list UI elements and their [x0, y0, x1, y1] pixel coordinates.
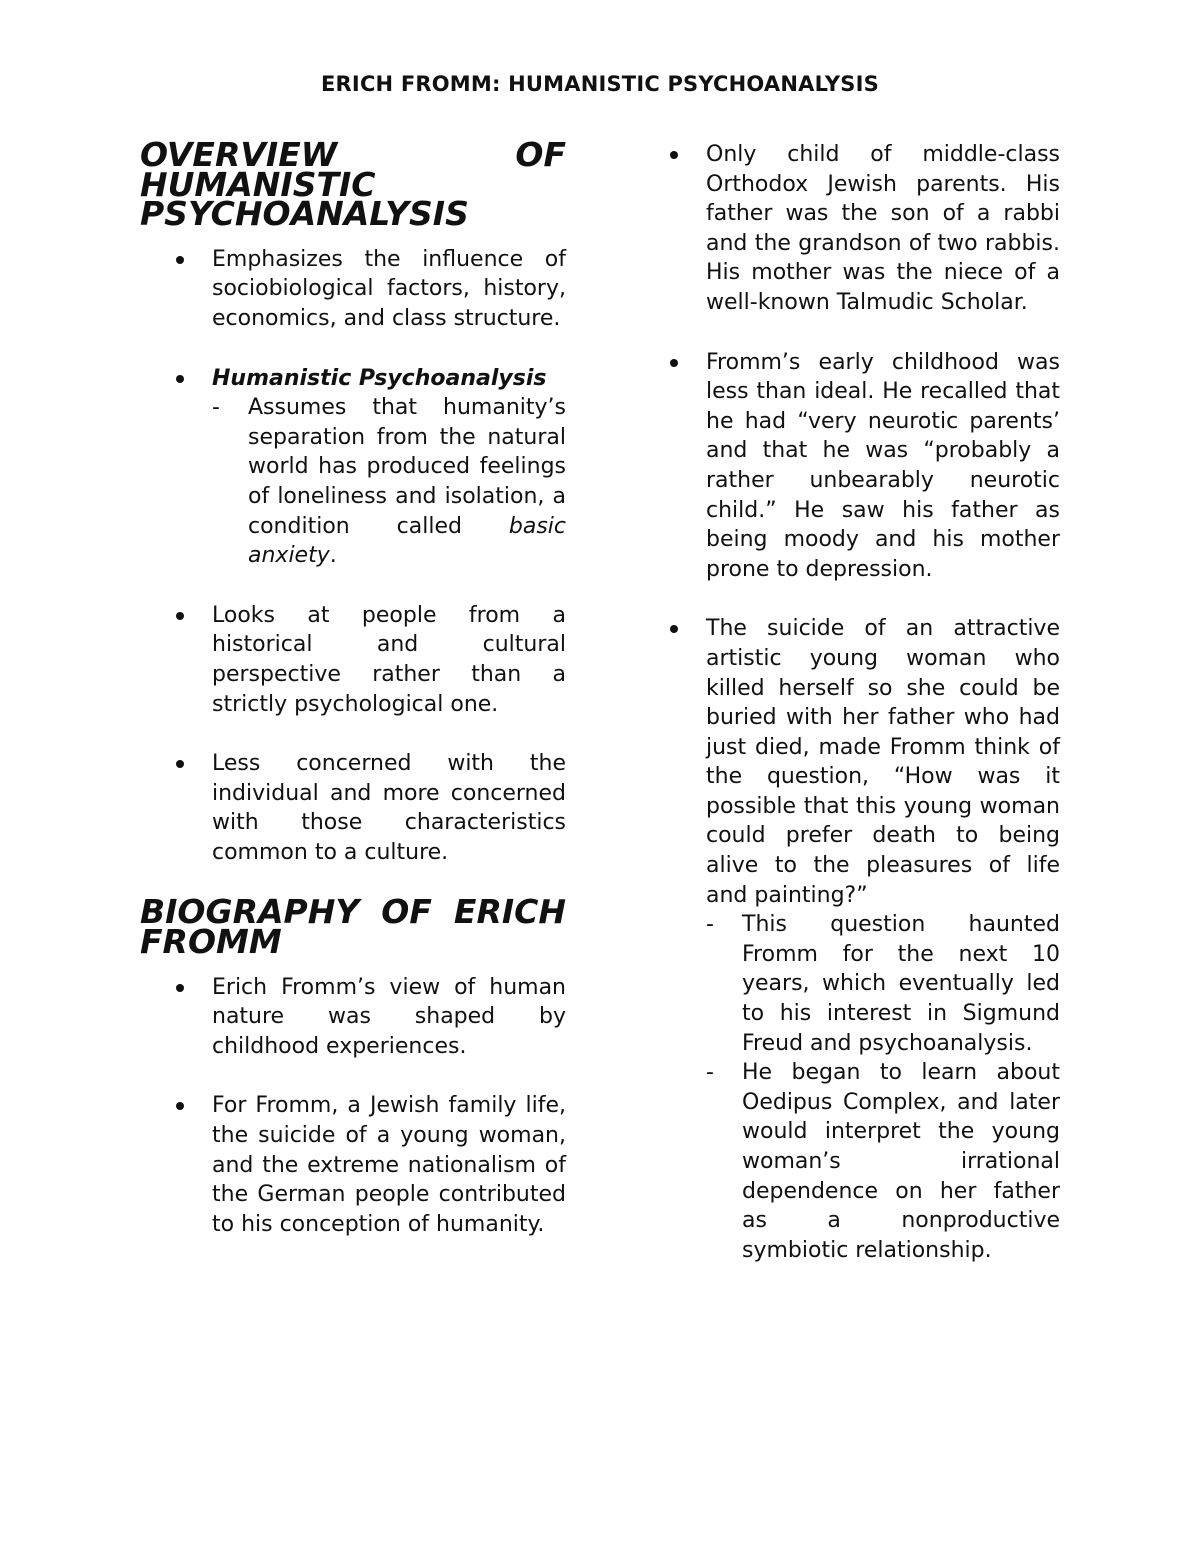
humanistic-psychoanalysis-subheading: Humanistic Psychoanalysis [212, 365, 547, 391]
list-item [668, 348, 1060, 585]
sub-item-period: . [329, 543, 337, 569]
basic-anxiety-term: basic anxiety [248, 513, 566, 569]
sub-list [706, 910, 1060, 1265]
sub-item-text: He began to learn about Oedipus Complex, and later would interpret the young woman’s irrational dependence on her father as a nonproductive symbiotic relationship. [742, 1060, 1060, 1263]
dash-marker: - [706, 1060, 714, 1086]
list-item [140, 973, 566, 1062]
list-item [140, 245, 566, 334]
list-item [668, 614, 1060, 1265]
biography-heading: BIOGRAPHY OF ERICH FROMM [140, 892, 566, 962]
overview-heading-line1: OVERVIEW OF HUMANISTIC [140, 135, 566, 204]
overview-bullet-text: Looks at people from a historical and cultural perspective rather than a strictly psychological one. [212, 602, 566, 717]
list-item [140, 749, 566, 867]
bullet-icon [176, 375, 184, 383]
right-column [668, 140, 1060, 1295]
overview-bullet-text: Emphasizes the influence of sociobiological factors, history, economics, and class structure. [212, 246, 566, 331]
biography-bullet-text: The suicide of an attractive artistic young woman who killed herself so she could be buried with her father who had just died, made Fromm think of the question, “How was it possible that this young woman could prefer death to being alive to the pleasures of life and painting?” [706, 616, 1060, 908]
bullet-icon [670, 625, 678, 633]
bullet-icon [176, 612, 184, 620]
list-item [668, 140, 1060, 318]
bullet-icon [670, 151, 678, 159]
biography-continued-list [668, 140, 1060, 1265]
overview-heading [140, 135, 566, 234]
biography-list [140, 973, 566, 1240]
biography-bullet-text: Fromm’s early childhood was less than ideal. He recalled that he had “very neurotic parents’ and that he was “probably a rather unbearably neurotic child.” He saw his father as being moody and his mother prone to depression. [706, 349, 1060, 582]
bullet-icon [176, 1102, 184, 1110]
bullet-icon [176, 984, 184, 992]
biography-bullet-text: Erich Fromm’s view of human nature was shaped by childhood experiences. [212, 974, 566, 1059]
list-item [140, 364, 566, 571]
dash-marker: - [212, 395, 220, 421]
biography-bullet-text: For Fromm, a Jewish family life, the suicide of a young woman, and the extreme nationalism of the German people contributed to his conception of humanity. [212, 1093, 566, 1237]
list-item [140, 1091, 566, 1239]
bullet-icon [176, 256, 184, 264]
sub-list-item [212, 393, 566, 571]
overview-bullet-text: Less concerned with the individual and more concerned with those characteristics common to a culture. [212, 751, 566, 865]
sub-list-item [706, 910, 1060, 1058]
sub-item-text: Assumes that humanity’s separation from the natural world has produced feelings of loneliness and isolation, a condition called [248, 395, 566, 539]
overview-heading-line2: PSYCHOANALYSIS [140, 194, 469, 234]
sub-item-text: This question haunted Fromm for the next 10 years, which eventually led to his interest in Sigmund Freud and psychoanalysis. [742, 912, 1060, 1056]
biography-bullet-text: Only child of middle-class Orthodox Jewish parents. His father was the son of a rabbi and the grandson of two rabbis. His mother was the niece of a well-known Talmudic Scholar. [706, 142, 1060, 315]
page-title: ERICH FROMM: HUMANISTIC PSYCHOANALYSIS [321, 72, 879, 96]
bullet-icon [176, 760, 184, 768]
overview-list [140, 245, 566, 868]
left-column [140, 135, 566, 1269]
bullet-icon [670, 359, 678, 367]
sub-list-item [706, 1058, 1060, 1265]
dash-marker: - [706, 912, 714, 938]
list-item [140, 601, 566, 719]
sub-list [212, 393, 566, 571]
